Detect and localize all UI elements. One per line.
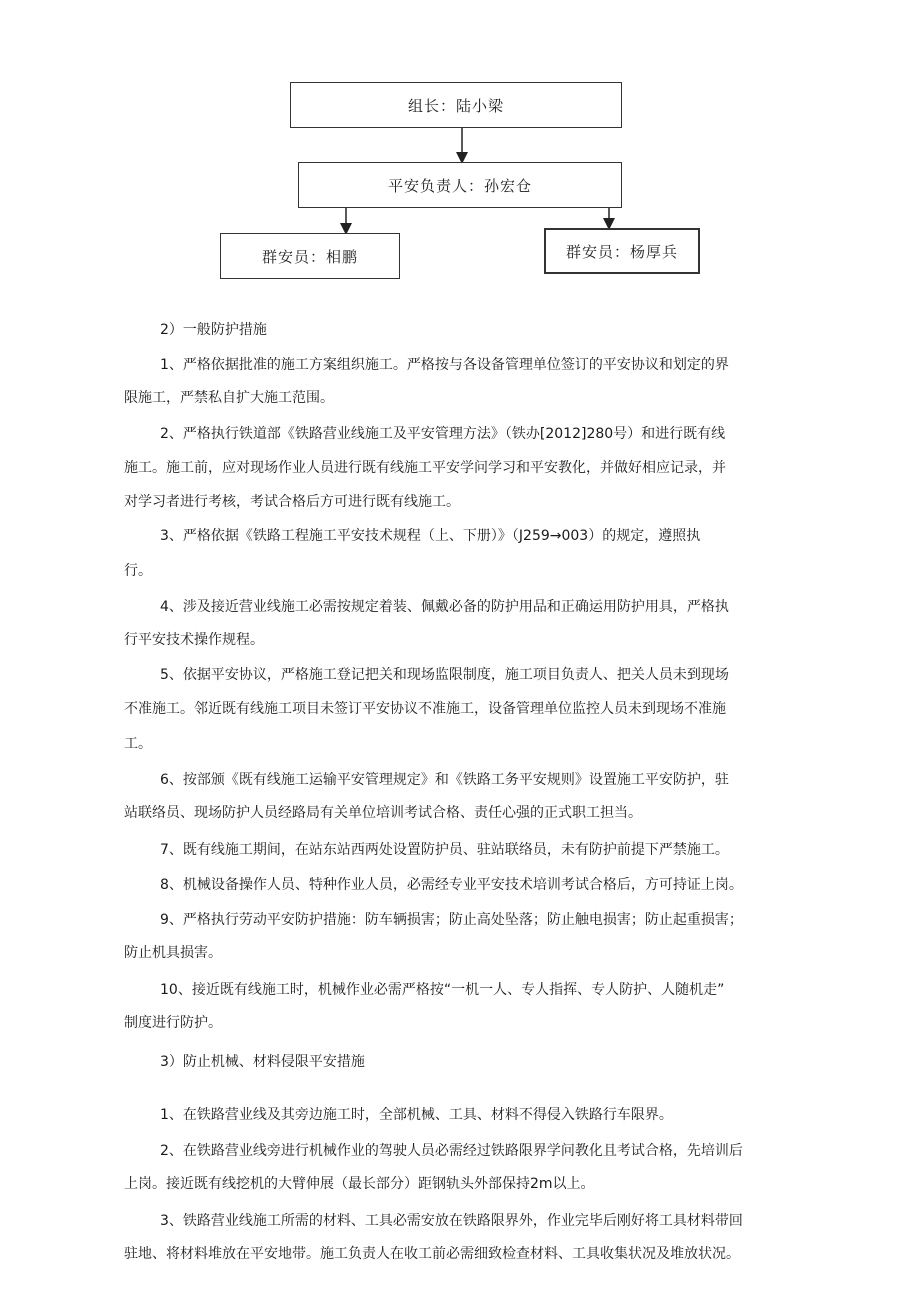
org-chart-connectors bbox=[0, 0, 920, 300]
guard-right-box: 群安员：杨厚兵 bbox=[544, 228, 700, 274]
guard-left-box: 群安员：相鹏 bbox=[220, 233, 400, 279]
leader-box: 组长：陆小梁 bbox=[290, 82, 622, 128]
safety-lead-box: 平安负责人：孙宏仓 bbox=[298, 162, 622, 208]
